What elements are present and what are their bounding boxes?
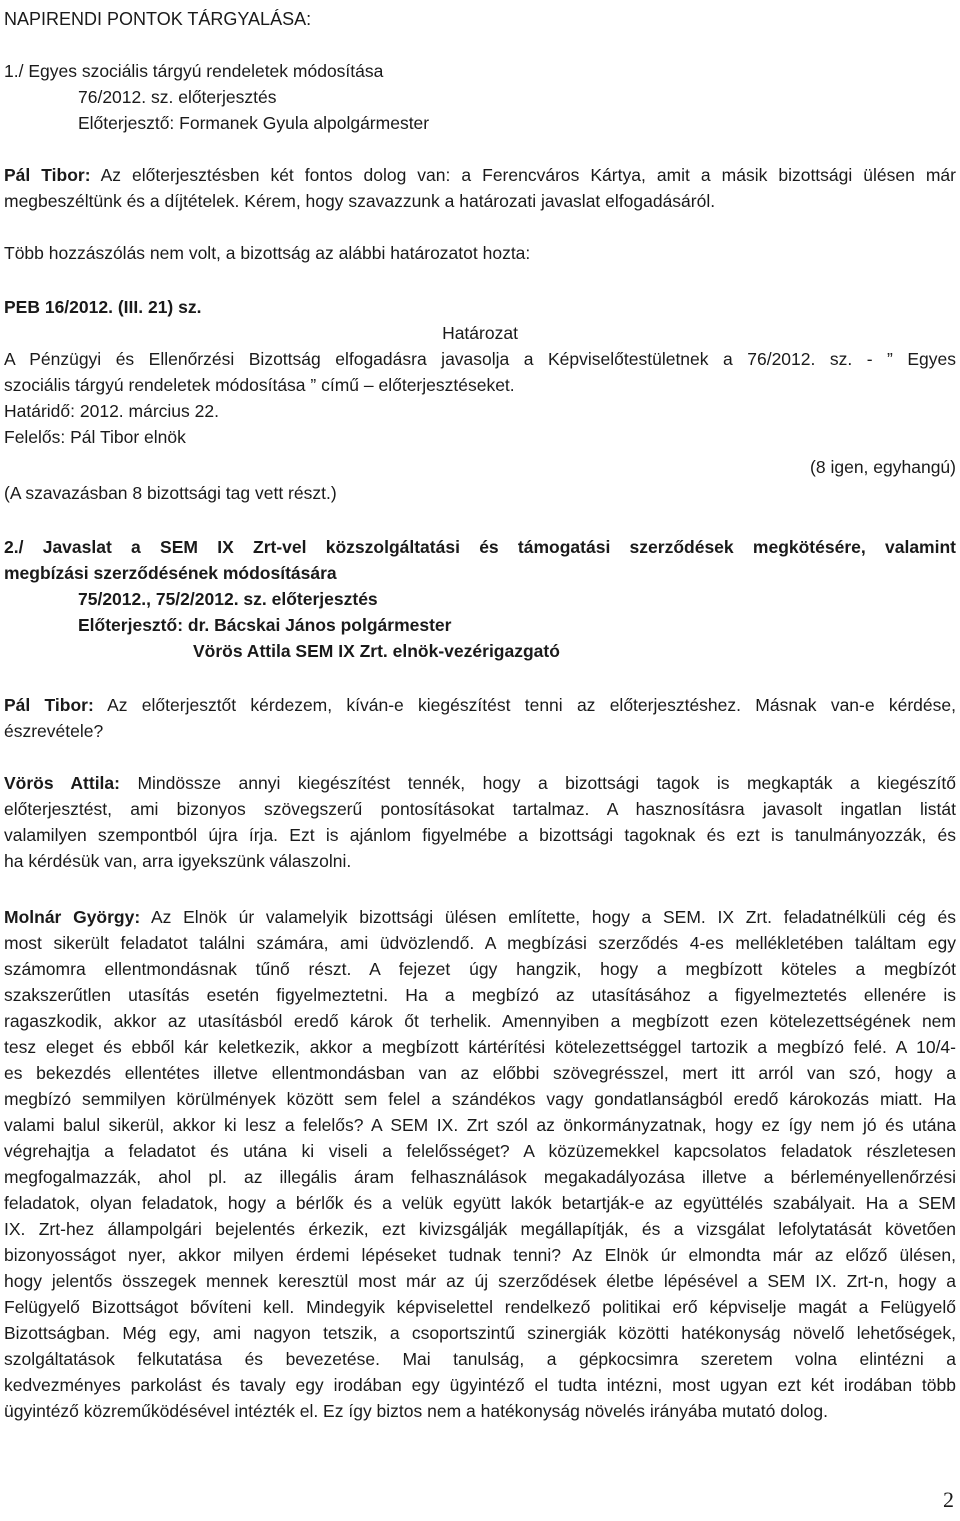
speaker-name: Vörös Attila:: [4, 773, 120, 793]
item1-title: 1./ Egyes szociális tárgyú rendeletek módosítása: [4, 61, 384, 81]
speech3-line: IX. Zrt-hez állampolgári bejelentés érkezik, ezt kivizsgálják megállapítják, és a vizsgálat lefolytatását követően: [4, 1219, 956, 1239]
item1-speech1-line2: megbeszéltünk és a díjtételek. Kérem, hogy szavazzunk a határozati javaslat elfogadásáról.: [4, 191, 716, 211]
speech3-line: szakszerűtlen utasítás esetén figyelmeztetni. Ha a megbízó az utasításához a figyelmeztetés ellenére is: [4, 985, 956, 1005]
resolution-line2: szociális tárgyú rendeletek módosítása ” című – előterjesztéseket.: [4, 375, 515, 395]
vote-note: (A szavazásban 8 bizottsági tag vett részt.): [4, 483, 337, 503]
speech3-line: feladatok, olyan feladatok, hogy a bérlők és a velük együtt lakók betartják-e az együttélés szabályait. Ha a SEM: [4, 1193, 956, 1213]
speech3-line: Bizottságban. Még egy, ami nagyon tetszik, a csoportszintű szinergiák közötti hatékonyság növelő lehetőségek,: [4, 1323, 956, 1343]
speech-text: Az előterjesztésben két fontos dolog van: a Ferencváros Kártya, amit a másik bizottsági ülésen már: [100, 165, 956, 185]
item2-presenter1: Előterjesztő: dr. Bácskai János polgármester: [78, 615, 452, 635]
speech3-line: végrehajtja a feladatot és utána ki viseli a felelősséget? A közüzemekkel kapcsolatos feladatok részletesen: [4, 1141, 956, 1161]
item2-speech2-line2: előterjesztést, ami bizonyos szövegszerű pontosításokat tartalmaz. A hasznosításra javasolt ingatlan listát: [4, 799, 956, 819]
speech-text: Az Elnök úr valamelyik bizottsági ülésen említette, hogy a SEM. IX Zrt. feladatnélküli cég és: [150, 907, 956, 927]
item2-title-line1: 2./ Javaslat a SEM IX Zrt-vel közszolgáltatási és támogatási szerződések megkötésére, valamint: [4, 537, 956, 557]
speech3-line: tesz eleget és ebből kár keletkezik, akkor a megbízott kártérítési kötelezettséggel tartozik a megbízó felé. A 10/4-: [4, 1037, 956, 1057]
speech3-line: ragaszkodik, akkor az utasításból eredő károk őt terhelik. Amennyiben a megbízott ezen kötelezettségének nem: [4, 1011, 956, 1031]
resolution-line1: A Pénzügyi és Ellenőrzési Bizottság elfogadásra javasolja a Képviselőtestületnek a 76/2012. sz. - ” Egyes: [4, 349, 956, 369]
speech3-line: hogy jelentős összegek mennek keresztül most már az új szerződések életbe lépésével a SEM IX. Zrt-n, hogy a: [4, 1271, 956, 1291]
speech3-line: megbízó semmilyen körülmények között sem felel a szándékos vagy gondatlanságból eredő károkozás miatt. Ha: [4, 1089, 956, 1109]
item1-speech1-line1: [4, 162, 956, 188]
item1-number: 76/2012. sz. előterjesztés: [78, 87, 277, 107]
item2-presenter2: Vörös Attila SEM IX Zrt. elnök-vezérigazgató: [193, 641, 560, 661]
speaker-name: Molnár György:: [4, 907, 141, 927]
resolution-responsible: Felelős: Pál Tibor elnök: [4, 427, 186, 447]
speech3-line: ügyintéző közreműködésével intézték el. Ez így biztos nem a hatékonyság növelés irányába mutató dolog.: [4, 1401, 828, 1421]
agenda-heading: NAPIRENDI PONTOK TÁRGYALÁSA:: [4, 9, 312, 29]
no-more-comments: Több hozzászólás nem volt, a bizottság az alábbi határozatot hozta:: [4, 243, 531, 263]
speech-text: Mindössze annyi kiegészítést tennék, hogy a bizottsági tagok is megkapták a kiegészítő: [137, 773, 956, 793]
item2-title-line2: megbízási szerződésének módosítására: [4, 563, 337, 583]
speech3-line: szolgáltatások felkutatása és bevezetése. Mai tanulság, a gépkocsimra szeretem volna elintézni a: [4, 1349, 956, 1369]
speech3-line: számomra ellentmondásnak tűnő részt. A fejezet úgy hangzik, hogy a megbízott köteles a megbízót: [4, 959, 956, 979]
page-number: 2: [943, 1487, 954, 1512]
item2-speech2-line4: ha kérdésük van, arra igyekszünk válaszolni.: [4, 851, 352, 871]
speech3-line: es bekezdés ellentétes illetve ellentmondásban van az előbbi szövegrésszel, mert itt arról van szó, hogy a: [4, 1063, 956, 1083]
item2-number: 75/2012., 75/2/2012. sz. előterjesztés: [78, 589, 378, 609]
item2-speech3-line1: [4, 904, 956, 930]
resolution-deadline: Határidő: 2012. március 22.: [4, 401, 219, 421]
item2-speech1-line1: [4, 692, 956, 718]
item1-presenter: Előterjesztő: Formanek Gyula alpolgármester: [78, 113, 430, 133]
speech3-line: most sikerült feladatot találni számára, ami üdvözlendő. A megbízási szerződés 4-es mellékletében találtam egy: [4, 933, 956, 953]
item2-speech2-line3: valamilyen szempontból újra írja. Ezt is ajánlom figyelmébe a bizottsági tagoknak és ezt is tanulmányozzák, és: [4, 825, 956, 845]
speaker-name: Pál Tibor:: [4, 165, 91, 185]
speech3-line: Felügyelő Bizottságot bővíteni kell. Mindegyik képviselettel rendelkező politikai erő képviselje magát a Felügyelő: [4, 1297, 956, 1317]
resolution-id: PEB 16/2012. (III. 21) sz.: [4, 297, 202, 317]
item2-speech2-line1: [4, 770, 956, 796]
speech3-line: megfogalmazzák, ahol pl. az illegális áram felhasználások megakadályozása illetve a bérleményellenőrzési: [4, 1167, 956, 1187]
item2-speech1-line2: észrevétele?: [4, 721, 104, 741]
speech3-line: kedvezményes parkolást és tavaly egy irodában egy ügyintéző el tudta intézni, most ugyan ezt két irodában több: [4, 1375, 956, 1395]
resolution-title: Határozat: [442, 323, 518, 343]
speech3-line: bizonyosságot nyer, akkor milyen érdemi lépéseket tudnak tenni? Az Elnök úr elmondta már az előző ülésen,: [4, 1245, 956, 1265]
speech-text: Az előterjesztőt kérdezem, kíván-e kiegészítést tenni az előterjesztéshez. Másnak van-e kérdése,: [107, 695, 956, 715]
vote-result: (8 igen, egyhangú): [810, 457, 956, 477]
speaker-name: Pál Tibor:: [4, 695, 94, 715]
speech3-line: valami balul sikerül, akkor ki lesz a felelős? A SEM IX. Zrt szól az önkormányzatnak, hogy ez így nem jó és utána: [4, 1115, 956, 1135]
